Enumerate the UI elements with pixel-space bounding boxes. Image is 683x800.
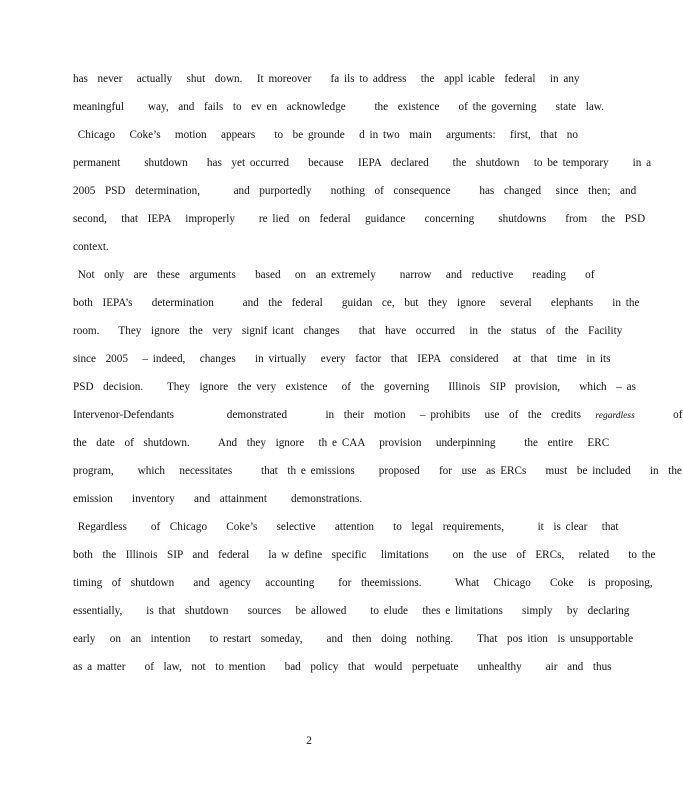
italic-emphasis: regardless [595,411,635,421]
text-line: meaningful way, and fails to ev en acknowledge the existence of the governing state law. [73,101,604,113]
text-line: as a matter of law, not to mention bad policy that would perpetuate unhealthy air and thus [73,661,612,673]
text-line: PSD decision. They ignore the very existence of the governing Illinois SIP provision, which – as [73,381,636,393]
text-line: context. [73,241,109,253]
text-line: early on an intention to restart someday, and then doing nothing. That pos ition is unsupportable [73,633,634,645]
text-line: Not only are these arguments based on an extremely narrow and reductive reading of [73,269,595,281]
text-line-tail [635,409,673,421]
text-line-tail-word: of [673,409,683,421]
text-line: has never actually shut down. It moreover fa ils to address the appl icable federal in any [73,73,580,85]
text-line: since 2005 – indeed, changes in virtually every factor that IEPA considered at that time in its [73,353,611,365]
text-line: emission inventory and attainment demonstrations. [73,493,363,505]
text-line: essentially, is that shutdown sources be allowed to elude thes e limitations simply by declaring [73,605,630,617]
text-line: both IEPA’s determination and the federal guidan ce, but they ignore several elephants in the [73,297,640,309]
text-line: both the Illinois SIP and federal la w define specific limitations on the use of ERCs, related to the [73,549,656,561]
text-line: the date of shutdown. And they ignore th e CAA provision underpinning the entire ERC [73,437,610,449]
page-number: 2 [306,735,312,747]
text-line: room. They ignore the very signif icant changes that have occurred in the status of the Facility [73,325,623,337]
text-line: Regardless of Chicago Coke’s selective attention to legal requirements, it is clear that [73,521,619,533]
text-line: Chicago Coke’s motion appears to be grounde d in two main arguments: first, that no [73,129,578,141]
text-line: program, which necessitates that th e emissions proposed for use as ERCs must be included in the [73,465,682,477]
text-line-main: Intervenor-Defendants demonstrated in their motion – prohibits use of the credits [73,409,596,421]
text-line: permanent shutdown has yet occurred because IEPA declared the shutdown to be temporary in a [73,157,652,169]
text-line: second, that IEPA improperly re lied on federal guidance concerning shutdowns from the PSD [73,213,646,225]
text-line: 2005 PSD determination, and purportedly nothing of consequence has changed since then; and [73,185,637,197]
text-line-with-italic [73,408,683,422]
text-line: timing of shutdown and agency accounting for theemissions. What Chicago Coke is proposing, [73,577,653,589]
